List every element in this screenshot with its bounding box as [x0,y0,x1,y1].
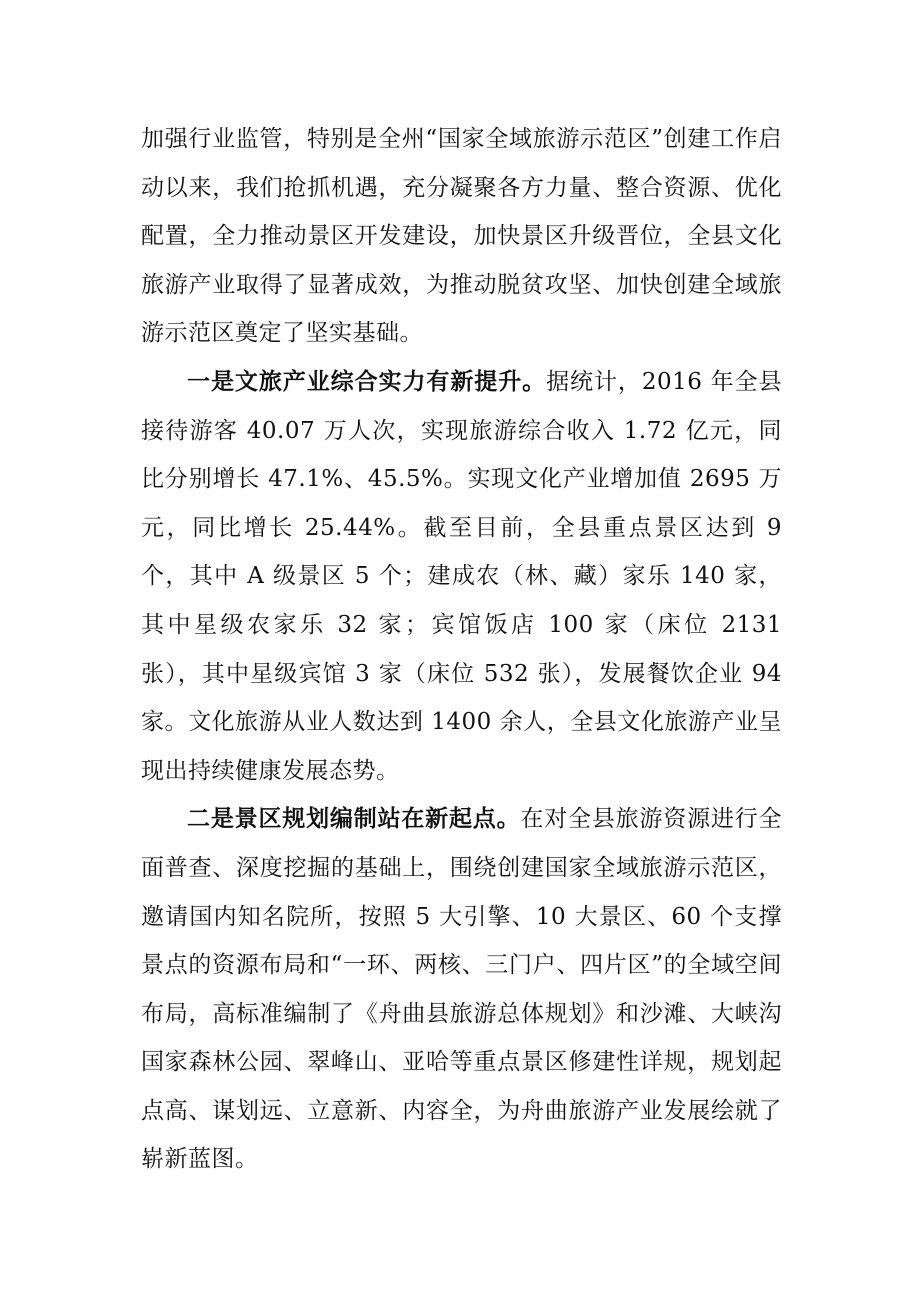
paragraph-tourism-strength [141,358,782,795]
paragraph-intro-text: 加强行业监管，特别是全州“国家全域旅游示范区”创建工作启动以来，我们抢抓机遇，充分凝聚各方力量、整合资源、优化配置，全力推动景区开发建设，加快景区升级晋位，全县文化旅游产业取得了显著成效，为推动脱贫攻坚、加快创建全域旅游示范区奠定了坚实基础。 [141,126,782,347]
document-page [141,115,782,1184]
paragraph-scenic-planning-text: 在对全县旅游资源进行全面普查、深度挖掘的基础上，围绕创建国家全域旅游示范区，邀请国内知名院所，按照 5 大引擎、10 大景区、60 个支撑景点的资源布局和“一环、两核、三门户、四片区”的全域空间布局，高标准编制了《舟曲县旅游总体规划》和沙滩、大峡沟国家森林公园、翠峰山、亚哈等重点景区修建性详规，规划起点高、谋划远、立意新、内容全，为舟曲旅游产业发展绘就了崭新蓝图。 [141,806,782,1173]
paragraph-tourism-strength-text: 据统计，2016 年全县接待游客 40.07 万人次，实现旅游综合收入 1.72 亿元，同比分别增长 47.1%、45.5%。实现文化产业增加值 2695 万元，同比增长 25.44%。截至目前，全县重点景区达到 9 个，其中 A 级景区 5 个；建成农（林、藏）家乐 140 家，其中星级农家乐 32 家；宾馆饭店 100 家（床位 2131 张），其中星级宾馆 3 家（床位 532 张），发展餐饮企业 94 家。文化旅游从业人数达到 1400 余人，全县文化旅游产业呈现出持续健康发展态势。 [141,368,782,784]
paragraph-intro [141,115,782,358]
paragraph-scenic-planning-heading: 二是景区规划编制站在新起点。 [187,805,521,833]
paragraph-scenic-planning [141,795,782,1184]
paragraph-tourism-strength-heading: 一是文旅产业综合实力有新提升。 [187,367,547,395]
